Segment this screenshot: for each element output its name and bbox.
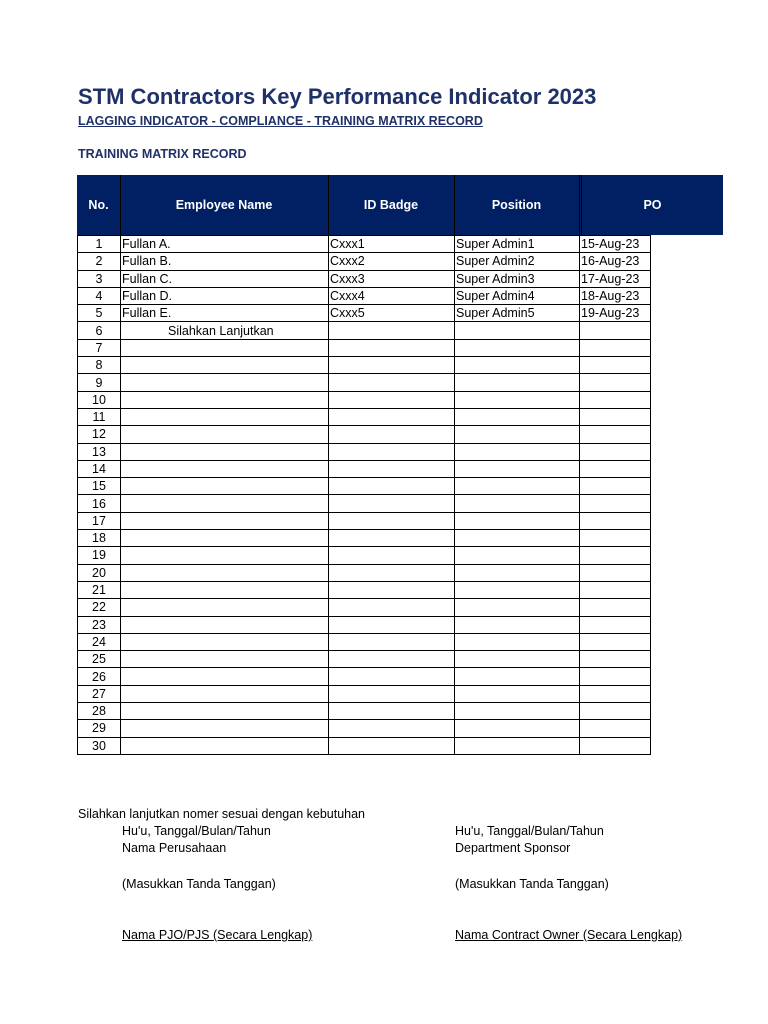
table-row xyxy=(78,426,651,443)
right-signer-name: Nama Contract Owner (Secara Lengkap) xyxy=(455,928,683,942)
id-badge-cell xyxy=(329,460,455,477)
date-cell xyxy=(580,737,651,754)
employee-name-cell xyxy=(121,599,329,616)
table-row xyxy=(78,547,651,564)
row-number-cell: 21 xyxy=(78,581,121,598)
employee-name-cell xyxy=(121,685,329,702)
row-number-cell: 19 xyxy=(78,547,121,564)
position-cell: Super Admin4 xyxy=(455,287,580,304)
position-cell xyxy=(455,322,580,339)
row-number-cell: 8 xyxy=(78,357,121,374)
position-cell xyxy=(455,616,580,633)
id-badge-cell xyxy=(329,616,455,633)
document-title: STM Contractors Key Performance Indicator 2023 xyxy=(78,84,597,109)
id-badge-cell xyxy=(329,426,455,443)
table-row xyxy=(78,236,651,253)
document-subtitle: LAGGING INDICATOR - COMPLIANCE - TRAINING MATRIX RECORD xyxy=(78,114,483,128)
row-number-cell: 6 xyxy=(78,322,121,339)
date-cell: 19-Aug-23 xyxy=(580,305,651,322)
date-cell xyxy=(580,495,651,512)
employee-name-cell xyxy=(121,547,329,564)
id-badge-cell xyxy=(329,374,455,391)
employee-name-cell xyxy=(121,391,329,408)
row-number-cell: 25 xyxy=(78,651,121,668)
employee-name-cell xyxy=(121,443,329,460)
date-cell xyxy=(580,512,651,529)
employee-name-cell xyxy=(121,616,329,633)
id-badge-cell xyxy=(329,357,455,374)
position-cell xyxy=(455,357,580,374)
table-row xyxy=(78,581,651,598)
row-number-cell: 16 xyxy=(78,495,121,512)
employee-name-cell: Fullan B. xyxy=(121,253,329,270)
row-number-cell: 1 xyxy=(78,236,121,253)
table-row xyxy=(78,651,651,668)
table-row xyxy=(78,512,651,529)
row-number-cell: 12 xyxy=(78,426,121,443)
right-signer-clip xyxy=(455,928,683,946)
id-badge-cell xyxy=(329,512,455,529)
employee-name-cell xyxy=(121,357,329,374)
table-row xyxy=(78,287,651,304)
row-number-cell: 5 xyxy=(78,305,121,322)
table-row xyxy=(78,391,651,408)
employee-name-cell: Fullan D. xyxy=(121,287,329,304)
position-cell xyxy=(455,495,580,512)
right-department: Department Sponsor xyxy=(455,841,571,855)
row-number-cell: 29 xyxy=(78,720,121,737)
table-row xyxy=(78,633,651,650)
table-row xyxy=(78,720,651,737)
row-number-cell: 23 xyxy=(78,616,121,633)
id-badge-cell xyxy=(329,668,455,685)
row-number-cell: 22 xyxy=(78,599,121,616)
employee-name-cell xyxy=(121,495,329,512)
date-cell xyxy=(580,581,651,598)
position-cell xyxy=(455,339,580,356)
id-badge-cell xyxy=(329,478,455,495)
position-cell xyxy=(455,426,580,443)
date-cell xyxy=(580,651,651,668)
id-badge-cell: Cxxx3 xyxy=(329,270,455,287)
table-row xyxy=(78,737,651,754)
position-cell xyxy=(455,408,580,425)
id-badge-cell xyxy=(329,737,455,754)
row-number-cell: 15 xyxy=(78,478,121,495)
id-badge-cell xyxy=(329,495,455,512)
header-id-badge: ID Badge xyxy=(328,175,455,235)
table-row xyxy=(78,339,651,356)
employee-name-cell xyxy=(121,633,329,650)
date-cell: 18-Aug-23 xyxy=(580,287,651,304)
date-cell: 17-Aug-23 xyxy=(580,270,651,287)
date-cell xyxy=(580,322,651,339)
date-cell xyxy=(580,460,651,477)
row-number-cell: 3 xyxy=(78,270,121,287)
row-number-cell: 20 xyxy=(78,564,121,581)
employee-name-cell: Fullan E. xyxy=(121,305,329,322)
date-cell xyxy=(580,443,651,460)
id-badge-cell xyxy=(329,581,455,598)
row-number-cell: 24 xyxy=(78,633,121,650)
id-badge-cell xyxy=(329,530,455,547)
id-badge-cell: Cxxx2 xyxy=(329,253,455,270)
footer-note: Silahkan lanjutkan nomer sesuai dengan kebutuhan xyxy=(78,807,366,821)
date-cell xyxy=(580,357,651,374)
employee-name-cell xyxy=(121,426,329,443)
row-number-cell: 13 xyxy=(78,443,121,460)
employee-name-cell xyxy=(121,737,329,754)
row-number-cell: 4 xyxy=(78,287,121,304)
id-badge-cell xyxy=(329,633,455,650)
table-row xyxy=(78,253,651,270)
row-number-cell: 11 xyxy=(78,408,121,425)
position-cell xyxy=(455,547,580,564)
header-employee-name: Employee Name xyxy=(120,175,329,235)
header-po: PO xyxy=(581,175,723,235)
table-row xyxy=(78,495,651,512)
date-cell xyxy=(580,599,651,616)
date-cell xyxy=(580,668,651,685)
position-cell xyxy=(455,633,580,650)
table-row xyxy=(78,270,651,287)
row-number-cell: 18 xyxy=(78,530,121,547)
position-cell xyxy=(455,564,580,581)
position-cell xyxy=(455,478,580,495)
employee-name-cell xyxy=(121,478,329,495)
position-cell: Super Admin1 xyxy=(455,236,580,253)
employee-name-cell xyxy=(121,703,329,720)
id-badge-cell: Cxxx4 xyxy=(329,287,455,304)
row-number-cell: 17 xyxy=(78,512,121,529)
date-cell xyxy=(580,339,651,356)
row-number-cell: 2 xyxy=(78,253,121,270)
id-badge-cell xyxy=(329,339,455,356)
table-row xyxy=(78,599,651,616)
date-cell xyxy=(580,685,651,702)
table-header xyxy=(77,175,723,235)
position-cell xyxy=(455,651,580,668)
date-cell xyxy=(580,374,651,391)
position-cell xyxy=(455,391,580,408)
id-badge-cell xyxy=(329,720,455,737)
table-row xyxy=(78,460,651,477)
id-badge-cell: Cxxx1 xyxy=(329,236,455,253)
date-cell: 16-Aug-23 xyxy=(580,253,651,270)
id-badge-cell xyxy=(329,685,455,702)
left-place-date: Hu'u, Tanggal/Bulan/Tahun xyxy=(122,824,271,838)
id-badge-cell xyxy=(329,599,455,616)
employee-name-cell xyxy=(121,651,329,668)
left-company: Nama Perusahaan xyxy=(122,841,227,855)
position-cell xyxy=(455,374,580,391)
id-badge-cell: Cxxx5 xyxy=(329,305,455,322)
header-position: Position xyxy=(454,175,580,235)
table-row xyxy=(78,322,651,339)
position-cell xyxy=(455,512,580,529)
position-cell xyxy=(455,685,580,702)
employee-name-cell xyxy=(121,668,329,685)
position-cell: Super Admin2 xyxy=(455,253,580,270)
row-number-cell: 26 xyxy=(78,668,121,685)
table-row xyxy=(78,478,651,495)
position-cell xyxy=(455,530,580,547)
header-no: No. xyxy=(77,175,121,235)
position-cell xyxy=(455,443,580,460)
employee-name-cell: Fullan A. xyxy=(121,236,329,253)
position-cell xyxy=(455,720,580,737)
left-signature: (Masukkan Tanda Tanggan) xyxy=(122,877,276,891)
date-cell xyxy=(580,720,651,737)
employee-name-cell xyxy=(121,581,329,598)
id-badge-cell xyxy=(329,703,455,720)
section-title: TRAINING MATRIX RECORD xyxy=(78,147,247,161)
table-row xyxy=(78,305,651,322)
position-cell xyxy=(455,703,580,720)
row-number-cell: 10 xyxy=(78,391,121,408)
position-cell xyxy=(455,599,580,616)
table-row xyxy=(78,443,651,460)
date-cell xyxy=(580,633,651,650)
table-row xyxy=(78,408,651,425)
id-badge-cell xyxy=(329,443,455,460)
row-number-cell: 7 xyxy=(78,339,121,356)
right-place-date: Hu'u, Tanggal/Bulan/Tahun xyxy=(455,824,604,838)
date-cell xyxy=(580,478,651,495)
id-badge-cell xyxy=(329,322,455,339)
table-row xyxy=(78,530,651,547)
date-cell xyxy=(580,616,651,633)
date-cell xyxy=(580,703,651,720)
table-row xyxy=(78,668,651,685)
row-number-cell: 27 xyxy=(78,685,121,702)
row-number-cell: 9 xyxy=(78,374,121,391)
right-signature: (Masukkan Tanda Tanggan) xyxy=(455,877,609,891)
employee-name-cell xyxy=(121,339,329,356)
id-badge-cell xyxy=(329,651,455,668)
employee-name-cell xyxy=(121,460,329,477)
table-row xyxy=(78,564,651,581)
position-cell xyxy=(455,460,580,477)
date-cell: 15-Aug-23 xyxy=(580,236,651,253)
row-number-cell: 28 xyxy=(78,703,121,720)
date-cell xyxy=(580,426,651,443)
employee-name-cell xyxy=(121,512,329,529)
position-cell xyxy=(455,737,580,754)
row-number-cell: 30 xyxy=(78,737,121,754)
position-cell: Super Admin3 xyxy=(455,270,580,287)
date-cell xyxy=(580,408,651,425)
date-cell xyxy=(580,547,651,564)
id-badge-cell xyxy=(329,408,455,425)
employee-name-cell xyxy=(121,408,329,425)
table-row xyxy=(78,374,651,391)
table-row xyxy=(78,685,651,702)
employee-name-cell xyxy=(121,374,329,391)
table-row xyxy=(78,703,651,720)
position-cell xyxy=(455,668,580,685)
row-number-cell: 14 xyxy=(78,460,121,477)
position-cell: Super Admin5 xyxy=(455,305,580,322)
id-badge-cell xyxy=(329,547,455,564)
employee-name-cell: Fullan C. xyxy=(121,270,329,287)
position-cell xyxy=(455,581,580,598)
employee-name-cell xyxy=(121,720,329,737)
date-cell xyxy=(580,391,651,408)
training-matrix-table xyxy=(77,235,651,755)
id-badge-cell xyxy=(329,391,455,408)
employee-name-cell xyxy=(121,530,329,547)
date-cell xyxy=(580,564,651,581)
table-row xyxy=(78,357,651,374)
employee-name-cell xyxy=(121,564,329,581)
employee-name-cell: Silahkan Lanjutkan xyxy=(121,322,329,339)
table-row xyxy=(78,616,651,633)
left-signer-name: Nama PJO/PJS (Secara Lengkap) xyxy=(122,928,313,942)
id-badge-cell xyxy=(329,564,455,581)
date-cell xyxy=(580,530,651,547)
